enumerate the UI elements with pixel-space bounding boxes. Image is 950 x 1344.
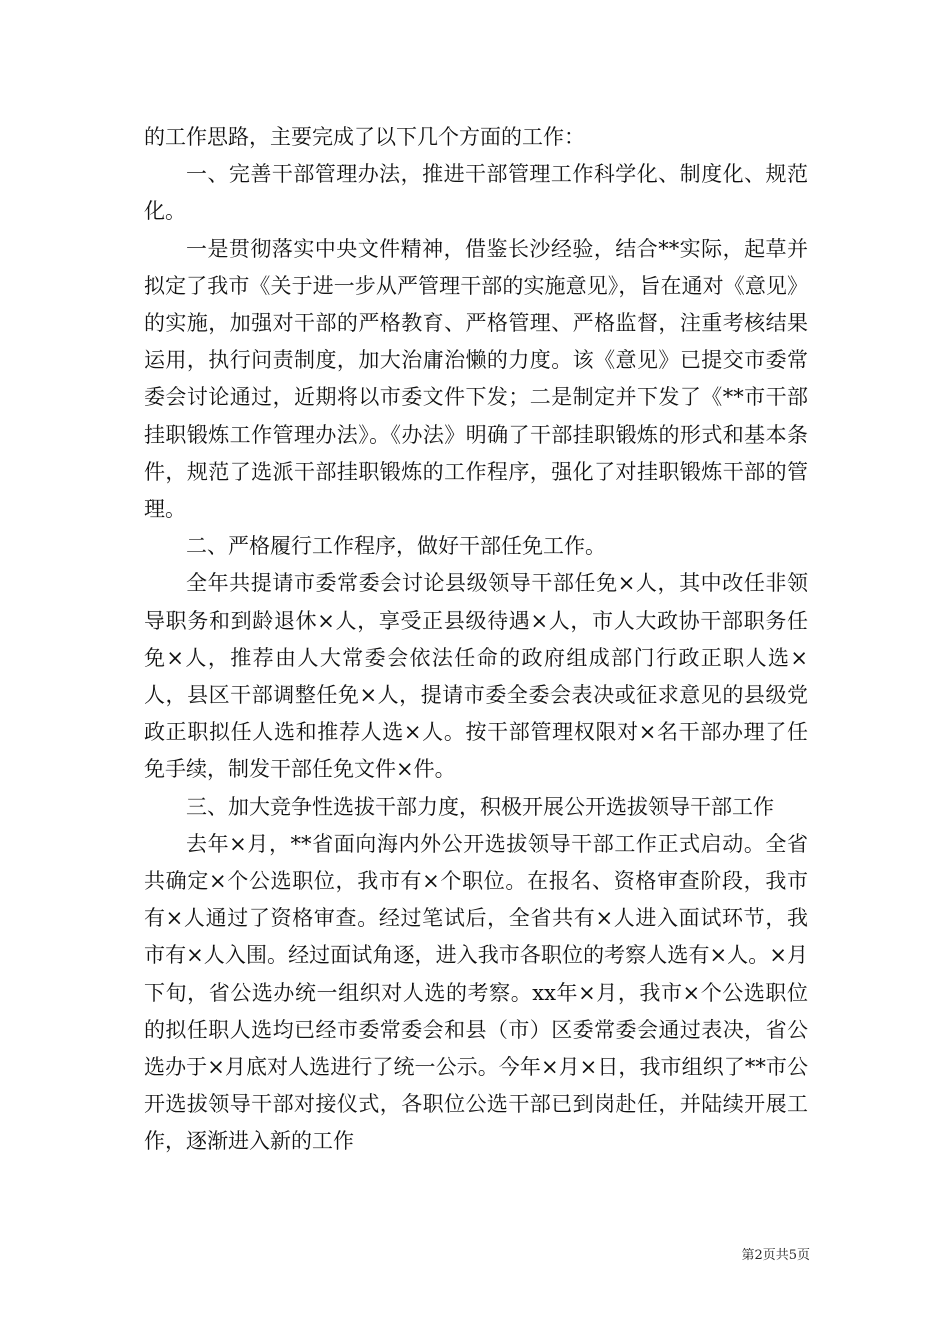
paragraph: 一、完善干部管理办法，推进干部管理工作科学化、制度化、规范化。 — [144, 162, 808, 224]
page-number: 第2页共5页 — [741, 1248, 810, 1263]
paragraph: 全年共提请市委常委会讨论县级领导干部任免×人，其中改任非领导职务和到龄退休×人，享受正县级待遇×人，市人大政协干部职务任免×人，推荐由人大常委会依法任命的政府组成部门行政正职人选×人，县区干部调整任免×人，提请市委全委会表决或征求意见的县级党政正职拟任人选和推荐人选×人。按干部管理权限对×名干部办理了任免手续，制发干部任免文件×件。 — [144, 571, 808, 782]
paragraph: 去年×月，**省面向海内外公开选拔领导干部工作正式启动。全省共确定×个公选职位，我市有×个职位。在报名、资格审查阶段，我市有×人通过了资格审查。经过笔试后，全省共有×人进入面试环节，我市有×人入围。经过面试角逐，进入我市各职位的考察人选有×人。×月下旬，省公选办统一组织对人选的考察。xx年×月，我市×个公选职位的拟任职人选均已经市委常委会和县（市）区委常委会通过表决，省公选办于×月底对人选进行了统一公示。今年×月×日，我市组织了**市公开选拔领导干部对接仪式，各职位公选干部已到岗赴任，并陆续开展工作，逐渐进入新的工作 — [144, 831, 808, 1154]
paragraph: 二、严格履行工作程序，做好干部任免工作。 — [186, 534, 606, 559]
paragraph: 三、加大竞争性选拔干部力度，积极开展公开选拔领导干部工作 — [186, 794, 774, 819]
paragraph: 一是贯彻落实中央文件精神，借鉴长沙经验，结合**实际，起草并拟定了我市《关于进一步从严管理干部的实施意见》，旨在通对《意见》的实施，加强对干部的严格教育、严格管理、严格监督，注重考核结果运用，执行问责制度，加大治庸治懒的力度。该《意见》已提交市委常委会讨论通过，近期将以市委文件下发；二是制定并下发了《**市干部挂职锻炼工作管理办法》。《办法》明确了干部挂职锻炼的形式和基本条件，规范了选派干部挂职锻炼的工作程序，强化了对挂职锻炼干部的管理。 — [144, 236, 808, 522]
paragraph: 的工作思路，主要完成了以下几个方面的工作： — [144, 125, 585, 149]
body-text — [144, 119, 808, 1161]
